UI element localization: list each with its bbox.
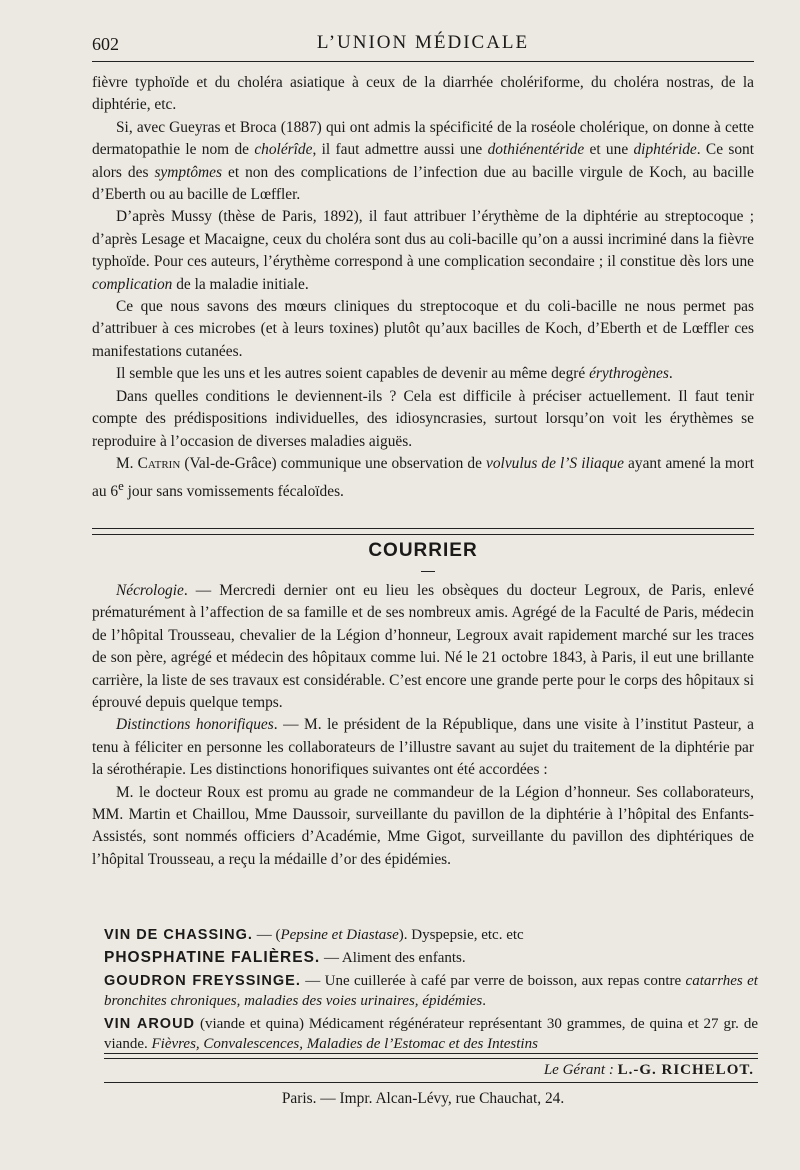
- article-body: [92, 72, 754, 504]
- footer-divider: [104, 1053, 758, 1059]
- paragraph: D’après Mussy (thèse de Paris, 1892), il faut attribuer l’érythème de la diphtérie au streptocoque ; d’après Lesage et Macaigne, ceux du choléra sont dus au coli-bacille qu’on a aussi incriminé dans la fièvre typhoïde. Pour ces auteurs, l’érythème correspond à une complication secondaire ; il constitue dès lors une complication de la maladie initiale.: [92, 208, 754, 293]
- title-dash: [421, 571, 435, 572]
- page-number: 602: [92, 34, 119, 54]
- header-rule: [92, 61, 754, 62]
- courrier-section: [92, 580, 754, 871]
- advertisement: GOUDRON FREYSSINGE. — Une cuillerée à café par verre de boisson, aux repas contre catarrhes et bronchites chroniques, maladies des voies urinaires, épidémies.: [104, 973, 758, 1009]
- paragraph: Ce que nous savons des mœurs cliniques du streptocoque et du coli-bacille ne nous permet pas d’attribuer à ces microbes (et à leurs toxines) plutôt qu’aux bacilles de Koch, d’Eberth et de Lœffler ces manifestations cutanées.: [92, 298, 754, 360]
- news-item: M. le docteur Roux est promu au grade ne commandeur de la Légion d’honneur. Ses collaborateurs, MM. Martin et Chaillou, Mme Daussoir, surveillante du pavillon de la diphtérie à l’hôpital des Enfants-Assistés, sont nommés officiers d’Académie, Mme Gigot, surveillante du pavillon des diphtériques de l’hôpital Trousseau, a reçu la médaille d’or des épidémies.: [92, 783, 754, 868]
- author-name: Catrin: [137, 454, 181, 472]
- page-header: [92, 30, 754, 62]
- news-item: Nécrologie. — Mercredi dernier ont eu lieu les obsèques du docteur Legroux, de Paris, enlevé prématurément à l’affection de sa famille et de ses nombreux amis. Agrégé de la Faculté de Paris, médecin de l’hôpital Trousseau, chevalier de la Légion d’honneur, Legroux avait rapidement marché sur les traces de son père, agrégé et médecin des hôpitaux comme lui. Né le 21 octobre 1843, à Paris, il eut une brillante carrière, la liste de ses travaux est considérable. C’est encore une grande perte pour le corps des hôpitaux si éprouvé depuis quelque temps.: [92, 582, 754, 712]
- news-item: Distinctions honorifiques. — M. le président de la République, dans une visite à l’institut Pasteur, a tenu à féliciter en personne les collaborateurs de l’illustre savant au sujet du traitement de la diphtérie par la sérothérapie. Les distinctions honorifiques suivantes ont été accordées :: [92, 716, 754, 779]
- section-divider: [92, 528, 754, 535]
- advertisement: PHOSPHATINE FALIÈRES. — Aliment des enfants.: [104, 949, 466, 966]
- advertisements: [104, 925, 758, 1057]
- section-title: COURRIER: [368, 540, 478, 561]
- paragraph: Si, avec Gueyras et Broca (1887) qui ont admis la spécificité de la roséole cholérique, on donne à cette dermatopathie le nom de cholérîde, il faut admettre aussi une dothiénentéride et une diphtéride. Ce sont alors des symptômes et non des complications de l’infection due au bacille virgule de Koch, au bacille d’Eberth ou au bacille de Lœffler.: [92, 118, 754, 204]
- advertisement: VIN DE CHASSING. — (Pepsine et Diastase). Dyspepsie, etc. etc: [104, 927, 524, 943]
- imprint-line: Paris. — Impr. Alcan-Lévy, rue Chauchat, 24.: [281, 1090, 565, 1107]
- gerant-line: Le Gérant : L.-G. RICHELOT.: [543, 1062, 754, 1078]
- paragraph: Dans quelles conditions le deviennent-ils ? Cela est difficile à préciser actuellement. Il faut tenir compte des prédispositions individuelles, des idiosyncrasies, surtout lorsqu’on voit les érythèmes se reproduire à l’occasion de diverses maladies aiguës.: [92, 387, 754, 450]
- footer-rule: [104, 1082, 758, 1083]
- paragraph: Il semble que les uns et les autres soient capables de devenir au même degré érythrogènes.: [116, 365, 673, 383]
- paragraph: fièvre typhoïde et du choléra asiatique à ceux de la diarrhée cholériforme, du choléra nostras, de la diphtérie, etc.: [92, 74, 754, 114]
- running-title: L’UNION MÉDICALE: [316, 32, 530, 53]
- advertisement: VIN AROUD (viande et quina) Médicament régénérateur représentant 30 grammes, de quina et 27 gr. de viande. Fièvres, Convalescences, Maladies de l’Estomac et des Intestins: [104, 1016, 758, 1052]
- paragraph: M. Catrin (Val-de-Grâce) communique une observation de volvulus de l’S iliaque ayant amené la mort au 6e jour sans vomissements fécaloïdes.: [92, 454, 754, 501]
